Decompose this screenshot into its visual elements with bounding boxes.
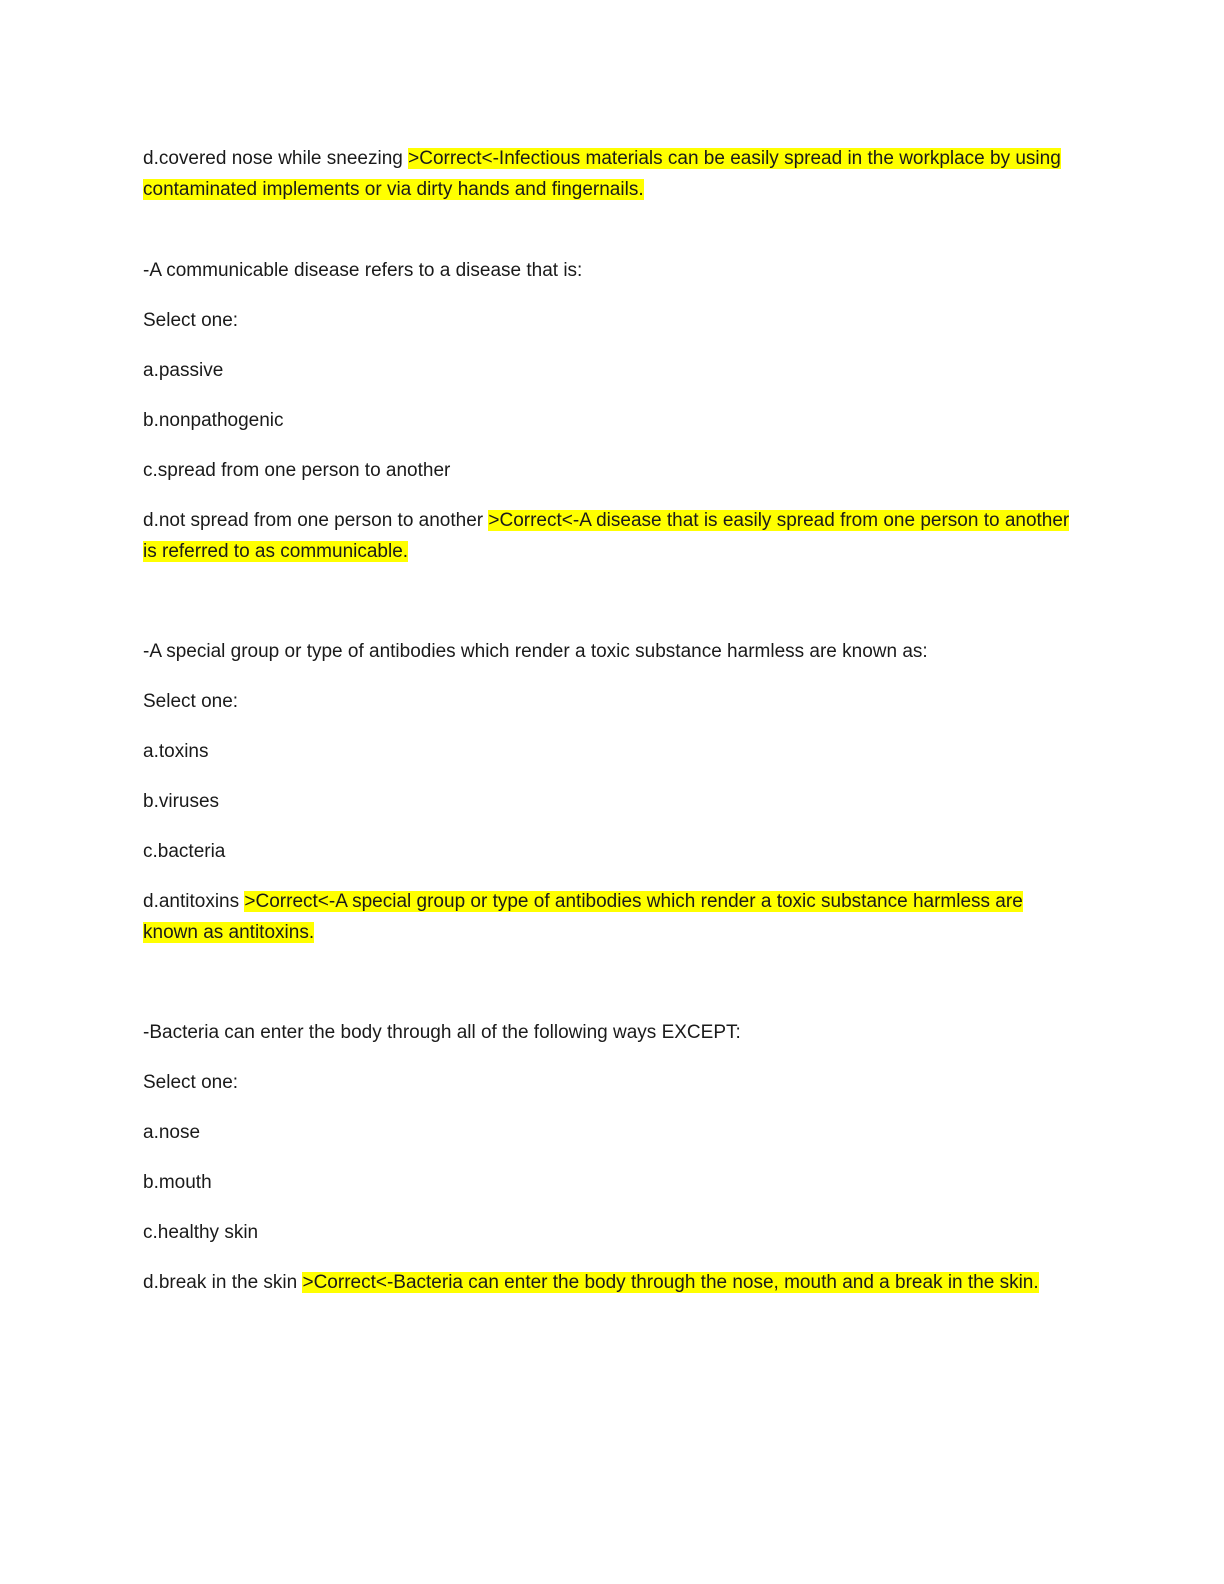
option-c: c.spread from one person to another	[143, 460, 451, 481]
option-a: a.toxins	[143, 741, 209, 762]
intro-option: d.covered nose while sneezing	[143, 148, 403, 169]
option-d: d.break in the skin	[143, 1272, 298, 1293]
intro-answer	[143, 143, 1078, 205]
select-one-label: Select one:	[143, 310, 239, 331]
option-b: b.viruses	[143, 791, 220, 812]
question-block-2	[143, 636, 1078, 948]
option-c: c.bacteria	[143, 841, 226, 862]
section-spacer	[143, 967, 1078, 1017]
feedback-highlight: >Correct<-A special group or type of antibodies which render a toxic substance harmless are known as antitoxins.	[143, 891, 1023, 943]
document-body	[143, 143, 1078, 1317]
option-d-with-feedback	[143, 505, 1078, 567]
option-a: a.passive	[143, 360, 224, 381]
option-b: b.nonpathogenic	[143, 410, 284, 431]
question-prompt: -A communicable disease refers to a disease that is:	[143, 260, 583, 281]
feedback-highlight: >Correct<-Bacteria can enter the body through the nose, mouth and a break in the skin.	[302, 1272, 1039, 1293]
option-d-with-feedback	[143, 1267, 1078, 1298]
select-one-label: Select one:	[143, 691, 239, 712]
option-a: a.nose	[143, 1122, 201, 1143]
feedback-highlight: >Correct<-A disease that is easily spread from one person to another is referred to as communicable.	[143, 510, 1070, 562]
question-block-3	[143, 1017, 1078, 1298]
option-d-with-feedback	[143, 886, 1078, 948]
intro-feedback-highlight: >Correct<-Infectious materials can be easily spread in the workplace by using contaminated implements or via dirty hands and fingernails.	[143, 148, 1061, 200]
select-one-label: Select one:	[143, 1072, 239, 1093]
option-b: b.mouth	[143, 1172, 212, 1193]
option-d: d.not spread from one person to another	[143, 510, 484, 531]
section-spacer	[143, 586, 1078, 636]
option-c: c.healthy skin	[143, 1222, 259, 1243]
option-d: d.antitoxins	[143, 891, 240, 912]
question-block-1	[143, 255, 1078, 567]
question-prompt: -A special group or type of antibodies which render a toxic substance harmless are known as:	[143, 641, 928, 662]
question-prompt: -Bacteria can enter the body through all of the following ways EXCEPT:	[143, 1022, 741, 1043]
